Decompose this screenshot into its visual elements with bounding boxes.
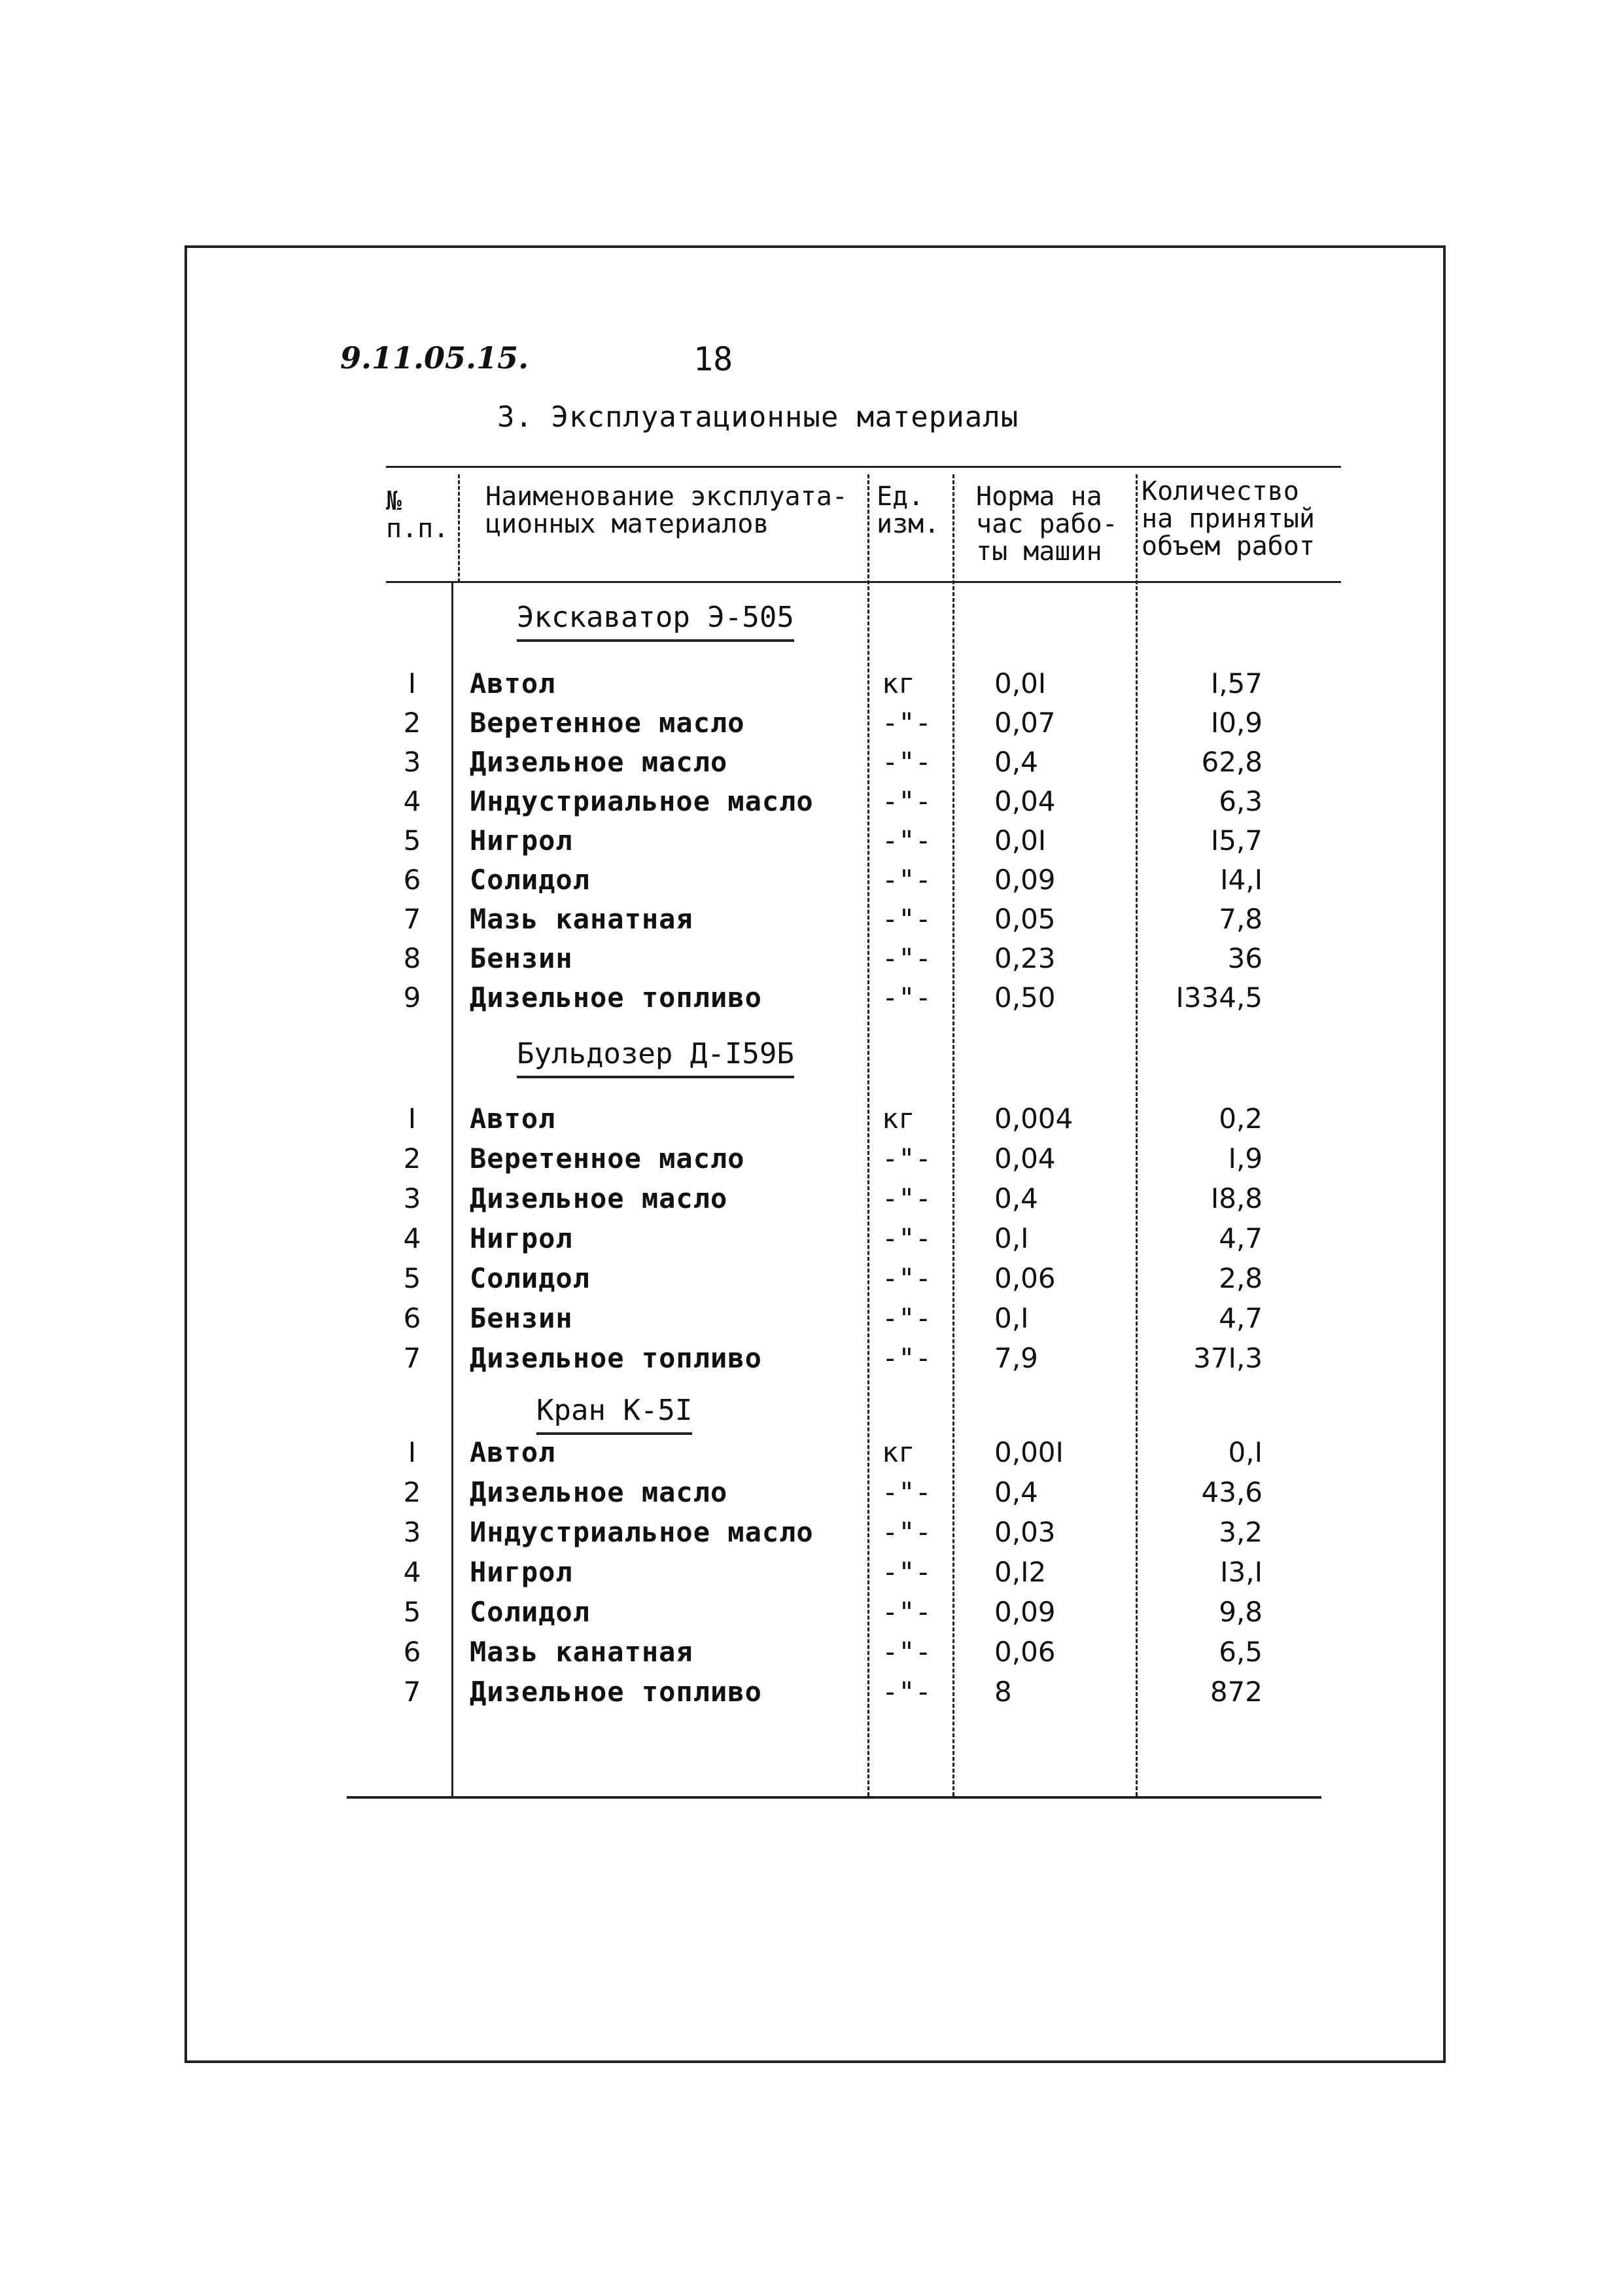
cell-unit: -"- [882, 1636, 932, 1668]
cell-unit: -"- [882, 1142, 932, 1174]
cell-num: 6 [403, 1636, 421, 1668]
cell-name: Дизельное топливо [470, 981, 762, 1014]
cell-name: Нигрол [470, 1222, 573, 1254]
cell-unit: -"- [882, 903, 932, 935]
section-title: 3. Эксплуатационные материалы [497, 400, 1019, 434]
cell-norm: 0,I [994, 1222, 1029, 1254]
cell-unit: -"- [882, 1476, 932, 1508]
cell-qty: 872 [1210, 1676, 1263, 1708]
cell-name: Солидол [470, 1262, 591, 1294]
cell-qty: I,57 [1210, 667, 1263, 699]
cell-unit: -"- [882, 1556, 932, 1588]
cell-qty: I,9 [1228, 1142, 1263, 1174]
cell-norm: 0,4 [994, 1476, 1038, 1508]
cell-num: 3 [403, 1516, 421, 1548]
cell-name: Мазь канатная [470, 1636, 693, 1668]
table-row [0, 1636, 1623, 1675]
table-row [0, 1476, 1623, 1515]
cell-norm: 0,I2 [994, 1556, 1047, 1588]
cell-name: Дизельное топливо [470, 1342, 762, 1374]
cell-num: 2 [403, 707, 421, 739]
table-row [0, 942, 1623, 981]
cell-qty: I334,5 [1176, 981, 1263, 1014]
table-row [0, 746, 1623, 785]
cell-unit: кг [882, 667, 915, 699]
cell-qty: 0,I [1228, 1436, 1263, 1468]
cell-norm: 8 [994, 1676, 1012, 1708]
header-unit: Ед. изм. [877, 482, 940, 539]
cell-qty: 6,3 [1219, 785, 1263, 817]
cell-unit: кг [882, 1103, 915, 1135]
cell-norm: 0,06 [994, 1262, 1056, 1294]
table-row [0, 785, 1623, 824]
cell-num: I [408, 1103, 417, 1135]
cell-unit: -"- [882, 824, 932, 857]
cell-unit: -"- [882, 785, 932, 817]
cell-norm: 0,06 [994, 1636, 1056, 1668]
header-norm: Норма на час рабо- ты машин [976, 482, 1118, 567]
cell-name: Дизельное масло [470, 1182, 728, 1214]
cell-name: Дизельное масло [470, 1476, 728, 1508]
cell-norm: 0,0I [994, 824, 1047, 857]
table-row [0, 824, 1623, 864]
cell-name: Автол [470, 1436, 556, 1468]
cell-norm: 0,05 [994, 903, 1056, 935]
header-bottom-rule [386, 581, 1341, 583]
cell-qty: 4,7 [1219, 1302, 1263, 1334]
table-row [0, 1596, 1623, 1635]
cell-qty: 6,5 [1219, 1636, 1263, 1668]
table-row [0, 667, 1623, 707]
cell-norm: 0,00I [994, 1436, 1064, 1468]
cell-name: Нигрол [470, 1556, 573, 1588]
cell-qty: I8,8 [1210, 1182, 1263, 1214]
cell-num: 9 [403, 981, 421, 1014]
cell-norm: 0,4 [994, 1182, 1038, 1214]
table-top-rule [386, 466, 1341, 468]
section-heading-bulldozer: Бульдозер Д-I59Б [517, 1037, 794, 1078]
cell-num: I [408, 667, 417, 699]
cell-norm: 0,04 [994, 785, 1056, 817]
cell-norm: 0,I [994, 1302, 1029, 1334]
column-divider-num [458, 474, 460, 582]
cell-qty: 3,2 [1219, 1516, 1263, 1548]
cell-norm: 7,9 [994, 1342, 1038, 1374]
cell-name: Солидол [470, 1596, 591, 1628]
cell-norm: 0,07 [994, 707, 1056, 739]
cell-qty: 2,8 [1219, 1262, 1263, 1294]
cell-norm: 0,03 [994, 1516, 1056, 1548]
cell-num: 6 [403, 1302, 421, 1334]
cell-qty: I5,7 [1210, 824, 1263, 857]
cell-num: 3 [403, 746, 421, 778]
cell-name: Автол [470, 1103, 556, 1135]
cell-num: I [408, 1436, 417, 1468]
cell-num: 4 [403, 1222, 421, 1254]
cell-name: Бензин [470, 1302, 573, 1334]
cell-num: 2 [403, 1476, 421, 1508]
cell-num: 3 [403, 1182, 421, 1214]
cell-num: 4 [403, 1556, 421, 1588]
cell-num: 7 [403, 1676, 421, 1708]
cell-name: Нигрол [470, 824, 573, 857]
cell-name: Автол [470, 667, 556, 699]
table-row [0, 1302, 1623, 1341]
cell-unit: -"- [882, 1342, 932, 1374]
cell-qty: I3,I [1220, 1556, 1263, 1588]
cell-norm: 0,23 [994, 942, 1056, 974]
cell-name: Бензин [470, 942, 573, 974]
cell-num: 6 [403, 864, 421, 896]
page-number: 18 [693, 340, 733, 378]
cell-name: Мазь канатная [470, 903, 693, 935]
cell-unit: -"- [882, 942, 932, 974]
cell-unit: -"- [882, 864, 932, 896]
cell-qty: 0,2 [1219, 1103, 1263, 1135]
table-row [0, 1516, 1623, 1555]
section-heading-excavator: Экскаватор Э-505 [517, 601, 794, 642]
cell-unit: -"- [882, 1222, 932, 1254]
cell-norm: 0,4 [994, 746, 1038, 778]
cell-name: Дизельное масло [470, 746, 728, 778]
table-row [0, 903, 1623, 942]
table-row [0, 1676, 1623, 1715]
cell-name: Индустриальное масло [470, 1516, 814, 1548]
cell-norm: 0,04 [994, 1142, 1056, 1174]
cell-num: 5 [403, 824, 421, 857]
cell-num: 4 [403, 785, 421, 817]
cell-norm: 0,004 [994, 1103, 1073, 1135]
cell-unit: кг [882, 1436, 915, 1468]
cell-unit: -"- [882, 1676, 932, 1708]
cell-num: 5 [403, 1262, 421, 1294]
table-row [0, 1182, 1623, 1222]
header-name: Наименование эксплуата- ционных материалов [485, 482, 848, 539]
cell-norm: 0,50 [994, 981, 1056, 1014]
cell-qty: 43,6 [1201, 1476, 1263, 1508]
table-row [0, 1222, 1623, 1262]
cell-unit: -"- [882, 1302, 932, 1334]
cell-unit: -"- [882, 707, 932, 739]
cell-norm: 0,09 [994, 864, 1056, 896]
cell-unit: -"- [882, 1262, 932, 1294]
cell-num: 5 [403, 1596, 421, 1628]
header-num: № п.п. [386, 486, 449, 544]
cell-unit: -"- [882, 1182, 932, 1214]
cell-qty: I0,9 [1210, 707, 1263, 739]
cell-unit: -"- [882, 981, 932, 1014]
table-row [0, 1262, 1623, 1301]
cell-unit: -"- [882, 1516, 932, 1548]
table-bottom-rule [347, 1796, 1321, 1799]
cell-unit: -"- [882, 1596, 932, 1628]
cell-unit: -"- [882, 746, 932, 778]
table-row [0, 1436, 1623, 1475]
document-code: 9.11.05.15. [340, 340, 529, 376]
section-heading-crane: Кран К-5I [536, 1394, 692, 1435]
cell-qty: 7,8 [1219, 903, 1263, 935]
cell-norm: 0,0I [994, 667, 1047, 699]
table-row [0, 707, 1623, 746]
table-row [0, 1142, 1623, 1182]
cell-norm: 0,09 [994, 1596, 1056, 1628]
table-row [0, 1342, 1623, 1381]
header-qty: Количество на принятый объем работ [1142, 476, 1315, 561]
cell-name: Дизельное топливо [470, 1676, 762, 1708]
cell-qty: 37I,3 [1193, 1342, 1263, 1374]
cell-name: Солидол [470, 864, 591, 896]
table-row [0, 1556, 1623, 1595]
cell-qty: 36 [1227, 942, 1263, 974]
cell-qty: 9,8 [1219, 1596, 1263, 1628]
cell-num: 7 [403, 903, 421, 935]
cell-qty: 4,7 [1219, 1222, 1263, 1254]
table-row [0, 1103, 1623, 1142]
cell-qty: 62,8 [1201, 746, 1263, 778]
cell-name: Веретенное масло [470, 707, 745, 739]
cell-name: Веретенное масло [470, 1142, 745, 1174]
cell-num: 2 [403, 1142, 421, 1174]
cell-name: Индустриальное масло [470, 785, 814, 817]
cell-qty: I4,I [1220, 864, 1263, 896]
cell-num: 7 [403, 1342, 421, 1374]
table-row [0, 981, 1623, 1021]
table-row [0, 864, 1623, 903]
cell-num: 8 [403, 942, 421, 974]
